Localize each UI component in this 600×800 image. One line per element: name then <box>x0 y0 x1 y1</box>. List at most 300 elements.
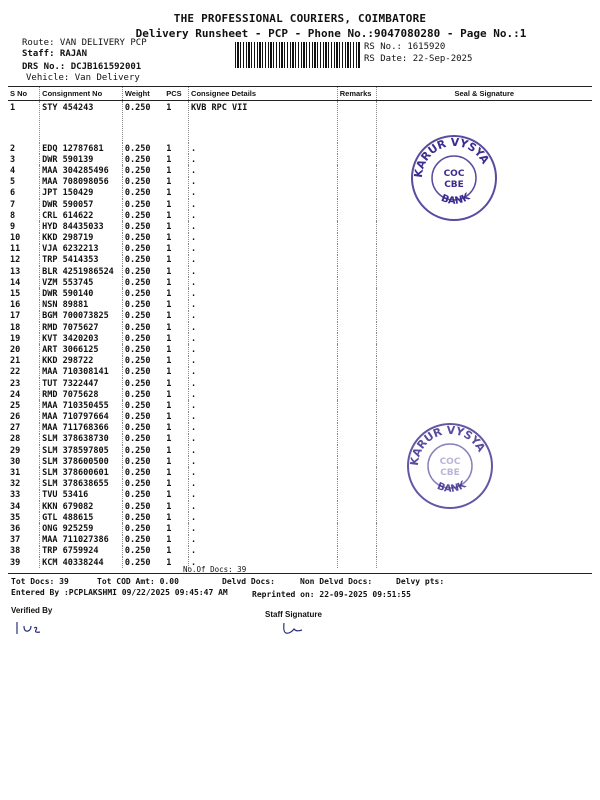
row-consignment-no: BLR 4251986524 <box>40 266 123 277</box>
row-pcs: 1 <box>166 233 172 244</box>
row-signature <box>376 288 592 299</box>
stamp-center-line2: CBE <box>444 180 464 190</box>
row-remarks <box>337 546 376 557</box>
row-consignee: . <box>189 356 338 367</box>
row-signature <box>376 367 592 378</box>
row-consignee: . <box>189 143 338 154</box>
stamp2-top-text: KARUR VYSYA <box>407 423 488 467</box>
row-remarks <box>337 423 376 434</box>
row-consignment-no: MAA 711768366 <box>40 423 123 434</box>
row-consignee: . <box>189 445 338 456</box>
row-consignment-no: KCM 40338244 <box>40 557 123 568</box>
stamp-top-text: KARUR VYSYA <box>411 135 492 179</box>
row-sno: 25 <box>10 400 21 411</box>
row-consignee: . <box>189 456 338 467</box>
staff-signature-label: Staff Signature <box>265 610 322 619</box>
row-pcs: 1 <box>166 344 172 355</box>
row-remarks <box>337 400 376 411</box>
row-remarks <box>337 467 376 478</box>
row-signature <box>376 546 592 557</box>
row-remarks <box>337 557 376 568</box>
row-consignee: . <box>189 501 338 512</box>
row-signature <box>376 344 592 355</box>
row-weight: 0.250 <box>122 277 164 288</box>
row-consignee: . <box>189 322 338 333</box>
row-sno: 3 <box>10 154 16 165</box>
row-signature <box>376 523 592 534</box>
row-sno: 8 <box>10 210 16 221</box>
row-remarks <box>337 479 376 490</box>
table-row <box>8 165 592 176</box>
row-sno: 38 <box>10 546 21 557</box>
row-pcs: 1 <box>166 154 172 165</box>
row-consignee: . <box>189 165 338 176</box>
table-row <box>8 501 592 512</box>
row-signature <box>376 512 592 523</box>
row-remarks <box>337 143 376 154</box>
row-sno: 6 <box>10 188 16 199</box>
table-row <box>8 344 592 355</box>
row-weight: 0.250 <box>122 300 164 311</box>
table-row <box>8 367 592 378</box>
row-weight: 0.250 <box>122 546 164 557</box>
row-sno: 29 <box>10 445 21 456</box>
row-weight: 0.250 <box>122 400 164 411</box>
row-sno: 23 <box>10 378 21 389</box>
row-pcs: 1 <box>166 468 172 479</box>
row-consignee: . <box>189 188 338 199</box>
row-consignment-no: DWR 590139 <box>40 154 123 165</box>
row-weight: 0.250 <box>122 445 164 456</box>
row-signature <box>376 300 592 311</box>
entered-by: Entered By :PCPLAKSHMI 09/22/2025 09:45:47 AM <box>11 588 228 597</box>
row-sno: 5 <box>10 177 16 188</box>
row-consignment-no: TUT 7322447 <box>40 378 123 389</box>
table-row <box>8 467 592 478</box>
row-sno: 26 <box>10 412 21 423</box>
row-consignment-no: MAA 711027386 <box>40 535 123 546</box>
row-consignment-no: CRL 614622 <box>40 210 123 221</box>
rs-number: RS No.: 1615920 <box>364 42 446 52</box>
row-remarks <box>337 244 376 255</box>
stamp-center-line1: COC <box>443 169 465 179</box>
row-remarks <box>337 177 376 188</box>
row-weight: 0.250 <box>122 199 164 210</box>
row-weight: 0.250 <box>122 490 164 501</box>
table-row <box>8 154 592 165</box>
row-consignment-no: SLM 378600601 <box>40 467 123 478</box>
row-remarks <box>337 535 376 546</box>
row-weight: 0.250 <box>122 356 164 367</box>
row-remarks <box>337 277 376 288</box>
table-row <box>8 535 592 546</box>
table-row <box>8 512 592 523</box>
row-signature <box>376 255 592 266</box>
staff-signature <box>280 620 310 638</box>
row-sno: 35 <box>10 512 21 523</box>
row-remarks <box>337 154 376 165</box>
row-pcs: 1 <box>166 434 172 445</box>
row-remarks <box>337 389 376 400</box>
row-weight: 0.250 <box>122 210 164 221</box>
row-consignee: . <box>189 467 338 478</box>
table-row <box>8 490 592 501</box>
row-sno: 7 <box>10 199 16 210</box>
row-pcs: 1 <box>166 300 172 311</box>
row-pcs: 1 <box>166 412 172 423</box>
row-weight: 0.250 <box>122 523 164 534</box>
row-sno: 10 <box>10 233 21 244</box>
runsheet-table <box>8 86 592 568</box>
row-remarks <box>337 523 376 534</box>
row-pcs: 1 <box>166 165 172 176</box>
row-consignment-no: SLM 378638655 <box>40 479 123 490</box>
row-consignee: KVB RPC VII <box>189 101 338 144</box>
non-delivered-docs: Non Delvd Docs: <box>300 577 373 586</box>
row-consignee: . <box>189 400 338 411</box>
row-sno: 1 <box>10 103 16 113</box>
row-consignee: . <box>189 344 338 355</box>
col-pcs: PCS <box>164 87 188 101</box>
row-pcs: 1 <box>166 479 172 490</box>
row-weight: 0.250 <box>122 501 164 512</box>
row-consignee: . <box>189 311 338 322</box>
row-remarks <box>337 344 376 355</box>
row-consignment-no: STY 454243 <box>40 101 123 144</box>
table-row <box>8 434 592 445</box>
bank-seal-stamp <box>408 132 500 224</box>
row-remarks <box>337 456 376 467</box>
row-pcs: 1 <box>166 244 172 255</box>
row-sno: 12 <box>10 255 21 266</box>
row-consignment-no: MAA 710308141 <box>40 367 123 378</box>
stamp2-center-line1: COC <box>439 457 461 467</box>
row-consignment-no: BGM 700073825 <box>40 311 123 322</box>
table-row <box>8 445 592 456</box>
row-sno: 16 <box>10 300 21 311</box>
row-sno: 20 <box>10 344 21 355</box>
row-sno: 22 <box>10 367 21 378</box>
row-consignee: . <box>189 199 338 210</box>
row-sno: 34 <box>10 501 21 512</box>
row-consignment-no: DWR 590057 <box>40 199 123 210</box>
total-docs: Tot Docs: 39 <box>11 577 69 586</box>
no-of-docs: No.Of Docs: 39 <box>183 565 247 574</box>
delivery-points: Delvy pts: <box>396 577 445 586</box>
row-sno: 28 <box>10 434 21 445</box>
row-consignment-no: ART 3066125 <box>40 344 123 355</box>
row-weight: 0.250 <box>122 456 164 467</box>
row-consignment-no: KVT 3420203 <box>40 333 123 344</box>
row-consignee: . <box>189 277 338 288</box>
col-consignee: Consignee Details <box>189 87 338 101</box>
table-row <box>8 101 592 144</box>
table-row <box>8 221 592 232</box>
row-weight: 0.250 <box>122 378 164 389</box>
staff-label: Staff: RAJAN <box>22 49 88 59</box>
row-consignee: . <box>189 244 338 255</box>
reprinted-on: Reprinted on: 22-09-2025 09:51:55 <box>252 590 411 599</box>
row-pcs: 1 <box>166 333 172 344</box>
row-consignee: . <box>189 233 338 244</box>
row-weight: 0.250 <box>122 322 164 333</box>
row-remarks <box>337 501 376 512</box>
row-sno: 27 <box>10 423 21 434</box>
row-signature <box>376 356 592 367</box>
svg-text:BANK <box>435 479 469 495</box>
row-weight: 0.250 <box>122 479 164 490</box>
table-row <box>8 300 592 311</box>
row-remarks <box>337 445 376 456</box>
table-row <box>8 523 592 534</box>
row-signature <box>376 557 592 568</box>
row-signature <box>376 277 592 288</box>
row-pcs: 1 <box>166 255 172 266</box>
row-weight: 0.250 <box>122 244 164 255</box>
row-remarks <box>337 322 376 333</box>
row-pcs: 1 <box>166 177 172 188</box>
col-consignment: Consignment No <box>40 87 123 101</box>
row-consignment-no: SLM 378600500 <box>40 456 123 467</box>
col-remarks: Remarks <box>337 87 376 101</box>
row-pcs: 1 <box>166 356 172 367</box>
col-signature: Seal & Signature <box>376 87 592 101</box>
row-sno: 9 <box>10 221 16 232</box>
row-consignee: . <box>189 412 338 423</box>
row-remarks <box>337 490 376 501</box>
stamp-bottom-text: BANK <box>439 191 472 207</box>
row-consignment-no: TVU 53416 <box>40 490 123 501</box>
row-remarks <box>337 101 376 144</box>
drs-number: DRS No.: DCJB161592001 <box>22 62 142 72</box>
row-remarks <box>337 188 376 199</box>
row-consignment-no: RMD 7075627 <box>40 322 123 333</box>
row-consignment-no: MAA 304285496 <box>40 165 123 176</box>
row-pcs: 1 <box>166 322 172 333</box>
row-consignment-no: SLM 378638730 <box>40 434 123 445</box>
row-remarks <box>337 378 376 389</box>
row-pcs: 1 <box>166 277 172 288</box>
row-remarks <box>337 311 376 322</box>
row-consignment-no: MAA 710350455 <box>40 400 123 411</box>
row-consignee: . <box>189 255 338 266</box>
row-consignee: . <box>189 523 338 534</box>
row-pcs: 1 <box>166 501 172 512</box>
company-title: THE PROFESSIONAL COURIERS, COIMBATORE <box>173 12 427 25</box>
row-remarks <box>337 255 376 266</box>
row-weight: 0.250 <box>122 154 164 165</box>
row-weight: 0.250 <box>122 188 164 199</box>
row-remarks <box>337 266 376 277</box>
row-pcs: 1 <box>166 103 172 113</box>
table-row <box>8 188 592 199</box>
row-consignment-no: NSN 89881 <box>40 300 123 311</box>
row-sno: 24 <box>10 389 21 400</box>
row-weight: 0.250 <box>122 467 164 478</box>
col-weight: Weight <box>122 87 164 101</box>
table-row <box>8 378 592 389</box>
row-weight: 0.250 <box>122 434 164 445</box>
row-weight: 0.250 <box>122 101 164 144</box>
row-sno: 37 <box>10 535 21 546</box>
row-weight: 0.250 <box>122 288 164 299</box>
row-sno: 36 <box>10 523 21 534</box>
table-row <box>8 210 592 221</box>
row-consignment-no: DWR 590140 <box>40 288 123 299</box>
table-row <box>8 266 592 277</box>
row-weight: 0.250 <box>122 143 164 154</box>
row-sno: 13 <box>10 266 21 277</box>
row-signature <box>376 333 592 344</box>
table-row <box>8 423 592 434</box>
row-consignment-no: TRP 5414353 <box>40 255 123 266</box>
row-remarks <box>337 233 376 244</box>
row-remarks <box>337 165 376 176</box>
row-sno: 14 <box>10 277 21 288</box>
row-consignee: . <box>189 490 338 501</box>
row-weight: 0.250 <box>122 266 164 277</box>
row-consignee: . <box>189 210 338 221</box>
table-row <box>8 255 592 266</box>
col-sno: S No <box>8 87 40 101</box>
row-consignment-no: KKD 298722 <box>40 356 123 367</box>
row-weight: 0.250 <box>122 255 164 266</box>
table-row <box>8 479 592 490</box>
row-consignment-no: HYD 84435033 <box>40 221 123 232</box>
table-row <box>8 177 592 188</box>
row-weight: 0.250 <box>122 311 164 322</box>
row-remarks <box>337 199 376 210</box>
row-pcs: 1 <box>166 535 172 546</box>
row-remarks <box>337 412 376 423</box>
row-pcs: 1 <box>166 557 172 568</box>
row-consignee: . <box>189 288 338 299</box>
table-row <box>8 322 592 333</box>
row-consignee: . <box>189 389 338 400</box>
row-pcs: 1 <box>166 210 172 221</box>
table-row <box>8 288 592 299</box>
row-pcs: 1 <box>166 378 172 389</box>
row-pcs: 1 <box>166 188 172 199</box>
bank-seal-stamp-2 <box>404 420 496 512</box>
row-signature <box>376 322 592 333</box>
row-sno: 21 <box>10 356 21 367</box>
row-remarks <box>337 300 376 311</box>
vehicle-label: Vehicle: Van Delivery <box>26 73 140 83</box>
barcode <box>235 42 360 68</box>
table-row <box>8 546 592 557</box>
row-weight: 0.250 <box>122 165 164 176</box>
row-weight: 0.250 <box>122 221 164 232</box>
table-row <box>8 389 592 400</box>
row-sno: 39 <box>10 557 21 568</box>
row-weight: 0.250 <box>122 535 164 546</box>
row-sno: 31 <box>10 468 21 479</box>
row-consignee: . <box>189 266 338 277</box>
row-pcs: 1 <box>166 143 172 154</box>
row-consignee: . <box>189 535 338 546</box>
row-pcs: 1 <box>166 389 172 400</box>
row-sno: 18 <box>10 322 21 333</box>
row-consignment-no: MAA 708098056 <box>40 177 123 188</box>
table-row <box>8 244 592 255</box>
row-consignee: . <box>189 423 338 434</box>
table-row <box>8 311 592 322</box>
row-remarks <box>337 367 376 378</box>
row-consignment-no: RMD 7075628 <box>40 389 123 400</box>
row-consignment-no: KKD 298719 <box>40 233 123 244</box>
row-signature <box>376 535 592 546</box>
table-row <box>8 277 592 288</box>
row-weight: 0.250 <box>122 233 164 244</box>
row-remarks <box>337 210 376 221</box>
route-label: Route: VAN DELIVERY PCP <box>22 38 147 48</box>
row-consignment-no: ONG 925259 <box>40 523 123 534</box>
row-weight: 0.250 <box>122 389 164 400</box>
row-sno: 11 <box>10 244 21 255</box>
row-consignee: . <box>189 512 338 523</box>
footer-divider <box>8 573 592 574</box>
row-remarks <box>337 356 376 367</box>
table-body <box>8 101 592 569</box>
row-signature <box>376 311 592 322</box>
row-consignee: . <box>189 557 338 568</box>
row-consignee: . <box>189 367 338 378</box>
table-row <box>8 412 592 423</box>
row-consignee: . <box>189 300 338 311</box>
delivered-docs: Delvd Docs: <box>222 577 275 586</box>
row-weight: 0.250 <box>122 512 164 523</box>
row-sno: 4 <box>10 165 16 176</box>
row-pcs: 1 <box>166 512 172 523</box>
row-consignee: . <box>189 479 338 490</box>
row-pcs: 1 <box>166 490 172 501</box>
row-weight: 0.250 <box>122 423 164 434</box>
svg-text:BANK <box>439 191 473 207</box>
table-row <box>8 233 592 244</box>
row-pcs: 1 <box>166 456 172 467</box>
row-consignment-no: VZM 553745 <box>40 277 123 288</box>
table-row <box>8 400 592 411</box>
table-row <box>8 333 592 344</box>
runsheet-subtitle: Delivery Runsheet - PCP - Phone No.:9047080280 - Page No.:1 <box>135 27 527 40</box>
row-weight: 0.250 <box>122 367 164 378</box>
row-pcs: 1 <box>166 423 172 434</box>
row-pcs: 1 <box>166 266 172 277</box>
row-consignment-no: KKN 679082 <box>40 501 123 512</box>
row-remarks <box>337 333 376 344</box>
row-consignment-no: SLM 378597805 <box>40 445 123 456</box>
row-signature <box>376 233 592 244</box>
row-signature <box>376 244 592 255</box>
row-signature <box>376 266 592 277</box>
row-sno: 19 <box>10 333 21 344</box>
stamp2-center-line2: CBE <box>440 468 460 478</box>
row-signature <box>376 378 592 389</box>
row-consignee: . <box>189 221 338 232</box>
rs-date: RS Date: 22-Sep-2025 <box>364 54 473 64</box>
row-signature <box>376 400 592 411</box>
row-consignee: . <box>189 333 338 344</box>
row-sno: 30 <box>10 456 21 467</box>
row-pcs: 1 <box>166 221 172 232</box>
row-weight: 0.250 <box>122 412 164 423</box>
row-consignee: . <box>189 378 338 389</box>
total-cod: Tot COD Amt: 0.00 <box>97 577 179 586</box>
row-consignee: . <box>189 546 338 557</box>
row-remarks <box>337 288 376 299</box>
row-sno: 33 <box>10 490 21 501</box>
